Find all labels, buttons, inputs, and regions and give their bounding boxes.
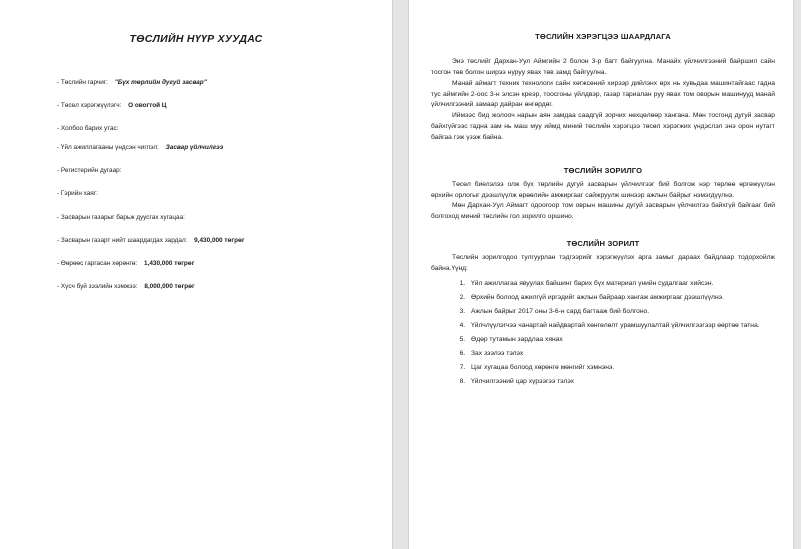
field-label: - Засварын газарт нийт шаардагдах зардал:: [57, 236, 188, 244]
list-item: 3. Ажлын байрыг 2017 оны 3-6-н сард багтааж бий болгоно.: [467, 307, 775, 318]
cover-field-list: [0, 79, 392, 291]
field-value: 9,430,000 төгрөг: [194, 236, 245, 244]
field-register-number: [57, 167, 368, 175]
page-right-content: [409, 32, 793, 388]
field-project-title: [57, 79, 368, 87]
page-left: [0, 0, 393, 549]
field-loan-amount: [57, 283, 368, 291]
section-heading-objectives: ТӨСЛИЙН ЗОРИЛТ: [566, 239, 640, 249]
list-item: 7. Цаг хугацаа болоод хөрөнгө мөнгийг хэмнэнэ.: [467, 363, 775, 374]
field-value: Засвар үйлчилгээ: [165, 144, 224, 152]
paragraph-objectives-intro: Төслийн зорилгодоо тулгуурлан тэдгээрийг хэрэгжүүлэх арга замыг дараах байдлаар тодорхойлж байна.Үүнд:: [431, 254, 775, 272]
page-right: [408, 0, 793, 549]
field-own-capital: [57, 260, 368, 268]
list-item: 5. Өдөр тутамын зардлаа хянах: [467, 335, 775, 346]
viewer-right-edge: [793, 0, 801, 549]
field-label: - Үйл ажиллагааны үндсэн чиглэл:: [57, 144, 159, 152]
paragraph-needs-2: Манай аймагт техник технологи сайн хөгжсөний хирээр дийлэнх өрх нь хувьдаа машинтайгаас гадна тус аймгийн 2-оос 3-н элсэн креэр, тоосгоны үйлдвэр, газар тариалан руу явах том оворын машинууд манай үйлчилгээний замаар дайран өнгөрдөг.: [431, 79, 775, 109]
list-item: 2. Өрхийн болоод ажилгүй иргэдийг ажлын байраар хангаж амжиргааг дээшлүүлнэ.: [467, 293, 775, 304]
field-label: - Хүсч буй зээлийн хэмжээ:: [57, 283, 138, 291]
field-value: 1,430,000 төгрөг: [144, 260, 195, 267]
field-home-address: [57, 190, 368, 198]
list-item: 1. Үйл ажиллагаа явуулах байшинг барих бүх материал үнийн судалгааг хийсэн.: [467, 279, 775, 290]
field-label: - Өөрөөс гаргасан хөрөнгө:: [57, 260, 138, 267]
field-label: - Засварын газарыг барьж дуусгах хугацаа:: [57, 213, 185, 221]
section-heading-goal: ТӨСЛИЙН ЗОРИЛГО: [563, 165, 643, 175]
paragraph-needs-3: Иймээс бид жолооч нарын аян замдаа саадгүй зорчих нөхцөлөөр хангана. Мөн тосгонд дугуй засвар байхгүйгээс гадна зам нь маш муу иймд миний төслийн хэрэгцээ төсөл хэрэгжих үндэслэл энэ орон нутагт байгаа гэж үзэж байна.: [431, 112, 775, 141]
field-value: О овогтой Ц: [128, 102, 167, 110]
page-gutter: [393, 0, 408, 549]
page-title: ТӨСЛИЙН НҮҮР ХУУДАС: [129, 33, 263, 45]
field-label: - Төсөл хэрэгжүүлэгч:: [57, 102, 122, 110]
field-label: - Регистерийн дугаар:: [57, 167, 122, 175]
field-label: - Гэрийн хаяг:: [57, 190, 98, 198]
list-item: 8. Үйлчилгээний цар хүрээгээ тэлэх: [467, 377, 775, 388]
field-label: - Холбоо барих утас:: [57, 125, 119, 133]
field-label: - Төслийн гарчиг:: [57, 79, 108, 86]
field-main-activity: [57, 144, 368, 152]
paragraph-needs-1: Энэ төслийг Дархан-Уул Аймгийн 2 болон 3-р багт байгуулна. Манайх үйлчилгээний байршил сайн тосгон төв болон ширээ нуруу явах төв замд байгуулна.: [431, 58, 775, 76]
field-contact-phone: [57, 125, 368, 133]
paragraph-goal-1: Төсөл биелэлээ олж бүх төрлийн дугуй засварын үйлчилгээг бий болгож нэр төрлөө өргөжүүлэн өрхийн орлогыг дээшлүүлж өрөөлийн амжиргааг сайжруулж шинээр ажлын байрыг нэмэгдүүлнэ.: [431, 180, 775, 199]
field-build-duration: [57, 214, 368, 222]
field-project-implementer: [57, 102, 368, 110]
section-heading-needs: ТӨСЛИЙН ХЭРЭГЦЭЭ ШААРДЛАГА: [535, 32, 671, 41]
list-item: 4. Үйлчлүүлэгчээ чанартай найдвартай хөнгөлөлт урамшуулалтай үйлчилгээгээр өөртөө татна.: [467, 321, 775, 332]
objectives-list: [431, 279, 775, 388]
field-total-cost: [57, 237, 368, 245]
list-item: 6. Зах зээлээ тэлэх: [467, 349, 775, 360]
field-value: 8,000,000 төгрөг: [144, 283, 195, 291]
paragraph-goal-2: Мөн Дархан-Уул Аймагт одоогоор том оврын машины дугуй засварын үйлчилгээ байхгүй байгааг бий болгоход миний төслийн гол зорилго оршино.: [431, 202, 775, 221]
field-value: "Бүх төрлийн дугуй засвар": [114, 79, 207, 86]
